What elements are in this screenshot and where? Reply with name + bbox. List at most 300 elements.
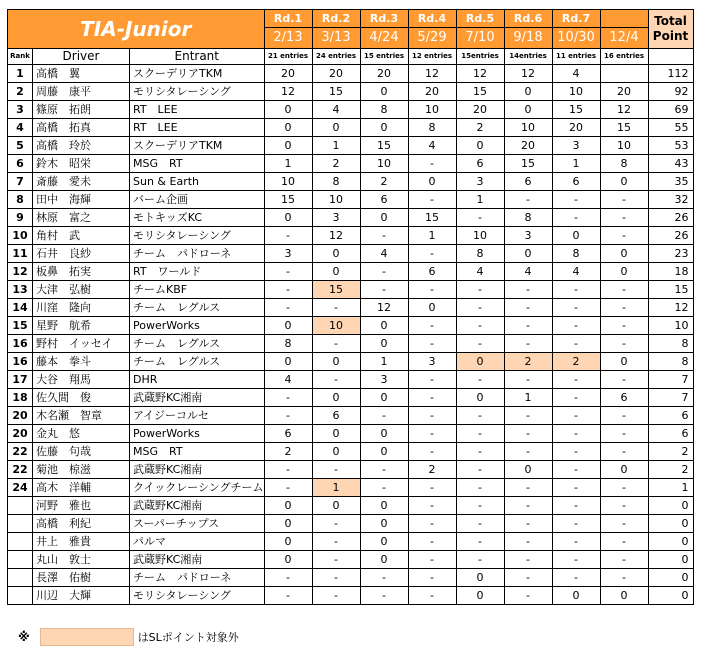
- points-cell: 0: [504, 461, 552, 479]
- points-cell: 8: [360, 101, 408, 119]
- total-cell: 8: [648, 353, 693, 371]
- points-cell: 0: [600, 245, 648, 263]
- points-cell: -: [552, 425, 600, 443]
- points-cell: 15: [312, 83, 360, 101]
- table-row: [8, 335, 694, 353]
- points-cell: -: [600, 533, 648, 551]
- points-cell: -: [312, 551, 360, 569]
- points-cell: 3: [408, 353, 456, 371]
- table-row: [8, 461, 694, 479]
- rank-cell: 12: [8, 263, 33, 281]
- note-text: はSLポイント対象外: [137, 631, 239, 644]
- points-cell: 15: [264, 191, 312, 209]
- rank-cell: 6: [8, 155, 33, 173]
- points-cell: -: [600, 497, 648, 515]
- points-cell: -: [552, 533, 600, 551]
- total-cell: 10: [648, 317, 693, 335]
- rank-cell: 7: [8, 173, 33, 191]
- points-cell: -: [312, 533, 360, 551]
- points-cell: 0: [360, 209, 408, 227]
- points-cell: -: [312, 569, 360, 587]
- points-cell: -: [456, 371, 504, 389]
- entries-count: 21 entries: [264, 49, 312, 65]
- rank-cell: 18: [8, 389, 33, 407]
- points-cell: 10: [600, 137, 648, 155]
- points-cell: 0: [504, 245, 552, 263]
- points-cell: 10: [504, 119, 552, 137]
- points-cell: 1: [408, 227, 456, 245]
- points-cell: -: [408, 191, 456, 209]
- round-label-empty: [600, 10, 648, 28]
- points-cell: 0: [264, 551, 312, 569]
- table-row: [8, 425, 694, 443]
- total-cell: 2: [648, 461, 693, 479]
- driver-cell: 川窪 隆向: [33, 299, 130, 317]
- rank-cell: 3: [8, 101, 33, 119]
- driver-cell: 鈴木 昭栄: [33, 155, 130, 173]
- table-row: [8, 479, 694, 497]
- table-row: [8, 65, 694, 83]
- total-cell: 55: [648, 119, 693, 137]
- points-cell: -: [408, 371, 456, 389]
- entrant-header: Entrant: [130, 49, 265, 65]
- entrant-cell: モトキッズKC: [130, 209, 265, 227]
- points-cell: 15: [360, 137, 408, 155]
- points-cell: 0: [360, 83, 408, 101]
- points-cell: 0: [360, 425, 408, 443]
- points-cell: -: [264, 281, 312, 299]
- point-label: Point: [652, 29, 689, 43]
- points-cell: 0: [504, 101, 552, 119]
- driver-header: Driver: [33, 49, 130, 65]
- points-cell: 4: [312, 101, 360, 119]
- points-cell: -: [504, 533, 552, 551]
- points-cell: 0: [264, 497, 312, 515]
- driver-cell: 藤本 拳斗: [33, 353, 130, 371]
- points-cell: 12: [360, 299, 408, 317]
- points-cell: [600, 65, 648, 83]
- rank-cell: 17: [8, 371, 33, 389]
- points-cell: -: [600, 281, 648, 299]
- rank-cell: 5: [8, 137, 33, 155]
- rank-cell: 1: [8, 65, 33, 83]
- driver-cell: 石井 良紗: [33, 245, 130, 263]
- points-cell: -: [408, 317, 456, 335]
- points-cell: -: [456, 317, 504, 335]
- points-cell: -: [264, 227, 312, 245]
- points-cell: 0: [552, 227, 600, 245]
- entrant-cell: スーパーチップス: [130, 515, 265, 533]
- points-cell: 6: [600, 389, 648, 407]
- total-cell: 7: [648, 389, 693, 407]
- points-cell: 12: [600, 101, 648, 119]
- points-cell: 0: [456, 389, 504, 407]
- points-cell: -: [552, 515, 600, 533]
- points-cell: 10: [264, 173, 312, 191]
- points-cell: 3: [264, 245, 312, 263]
- points-cell: -: [408, 587, 456, 605]
- rank-cell: 16: [8, 335, 33, 353]
- points-cell: 2: [360, 173, 408, 191]
- points-cell: 0: [600, 587, 648, 605]
- points-cell: 0: [456, 569, 504, 587]
- points-cell: 0: [264, 317, 312, 335]
- points-cell: -: [264, 569, 312, 587]
- points-cell: 0: [360, 533, 408, 551]
- driver-cell: 高橋 利紀: [33, 515, 130, 533]
- points-cell: -: [408, 533, 456, 551]
- points-cell: -: [504, 479, 552, 497]
- points-cell: 8: [408, 119, 456, 137]
- rank-cell: 24: [8, 479, 33, 497]
- round-label: Rd.1: [264, 10, 312, 28]
- driver-cell: 川辺 大輝: [33, 587, 130, 605]
- points-cell: -: [600, 299, 648, 317]
- points-cell: -: [408, 335, 456, 353]
- table-row: [8, 515, 694, 533]
- points-cell: -: [360, 461, 408, 479]
- driver-cell: 長澤 佑樹: [33, 569, 130, 587]
- points-cell: 20: [600, 83, 648, 101]
- points-cell: 0: [312, 425, 360, 443]
- total-cell: 0: [648, 587, 693, 605]
- table-row: [8, 227, 694, 245]
- points-cell: 2: [408, 461, 456, 479]
- points-cell: 0: [456, 587, 504, 605]
- points-cell: 4: [504, 263, 552, 281]
- total-cell: 12: [648, 299, 693, 317]
- total-cell: 32: [648, 191, 693, 209]
- points-cell: 0: [312, 443, 360, 461]
- total-cell: 0: [648, 551, 693, 569]
- points-cell: 2: [504, 353, 552, 371]
- points-cell: -: [456, 335, 504, 353]
- table-row: [8, 389, 694, 407]
- points-cell: 0: [360, 551, 408, 569]
- table-row: [8, 569, 694, 587]
- rank-cell: 20: [8, 425, 33, 443]
- entrant-cell: アイジーコルセ: [130, 407, 265, 425]
- driver-cell: 高橋 拓真: [33, 119, 130, 137]
- table-row: [8, 155, 694, 173]
- points-cell: 2: [312, 155, 360, 173]
- entries-count: 15 entries: [360, 49, 408, 65]
- total-cell: 53: [648, 137, 693, 155]
- table-row: [8, 137, 694, 155]
- points-cell: 20: [504, 137, 552, 155]
- points-cell: -: [504, 587, 552, 605]
- driver-cell: 高橋 翼: [33, 65, 130, 83]
- points-cell: 20: [408, 83, 456, 101]
- total-cell: 112: [648, 65, 693, 83]
- total-cell: 7: [648, 371, 693, 389]
- driver-cell: 井上 雅貴: [33, 533, 130, 551]
- note-mark: ※: [18, 630, 30, 644]
- entries-count: 15entries: [456, 49, 504, 65]
- table-row: [8, 353, 694, 371]
- round-label: Rd.7: [552, 10, 600, 28]
- total-cell: 26: [648, 227, 693, 245]
- rank-cell: 13: [8, 281, 33, 299]
- points-cell: 0: [600, 353, 648, 371]
- points-cell: 8: [456, 245, 504, 263]
- round-label: Rd.4: [408, 10, 456, 28]
- entries-count: 11 entries: [552, 49, 600, 65]
- entrant-cell: 武蔵野KC湘南: [130, 461, 265, 479]
- rank-cell: [8, 551, 33, 569]
- points-cell: -: [312, 371, 360, 389]
- points-cell: 12: [504, 65, 552, 83]
- points-cell: 0: [312, 353, 360, 371]
- points-cell: 4: [408, 137, 456, 155]
- points-cell: -: [456, 425, 504, 443]
- points-cell: 15: [552, 101, 600, 119]
- points-cell: -: [600, 371, 648, 389]
- table-row: [8, 83, 694, 101]
- rank-cell: [8, 515, 33, 533]
- table-row: [8, 371, 694, 389]
- points-cell: 0: [264, 137, 312, 155]
- rank-cell: 22: [8, 461, 33, 479]
- rank-cell: 15: [8, 317, 33, 335]
- entrant-cell: モリシタレーシング: [130, 83, 265, 101]
- legend-note: [18, 628, 239, 646]
- points-cell: -: [456, 497, 504, 515]
- points-cell: -: [504, 515, 552, 533]
- total-cell: 6: [648, 425, 693, 443]
- points-cell: 4: [456, 263, 504, 281]
- points-cell: -: [600, 317, 648, 335]
- points-cell: 0: [504, 83, 552, 101]
- points-cell: -: [552, 569, 600, 587]
- header-row-rounds: [8, 10, 694, 28]
- points-cell: 20: [264, 65, 312, 83]
- points-cell: 0: [408, 173, 456, 191]
- entrant-cell: モリシタレーシング: [130, 227, 265, 245]
- points-cell: -: [264, 299, 312, 317]
- round-date: 12/4: [600, 28, 648, 49]
- points-cell: 10: [312, 191, 360, 209]
- entrant-cell: 武蔵野KC湘南: [130, 551, 265, 569]
- points-cell: -: [408, 155, 456, 173]
- points-cell: -: [264, 389, 312, 407]
- points-cell: -: [552, 335, 600, 353]
- round-date: 9/18: [504, 28, 552, 49]
- points-cell: 6: [504, 173, 552, 191]
- points-cell: 0: [408, 299, 456, 317]
- points-cell: 0: [600, 263, 648, 281]
- rank-cell: 14: [8, 299, 33, 317]
- rank-header: Rank: [8, 49, 33, 65]
- points-cell: -: [504, 281, 552, 299]
- table-row: [8, 299, 694, 317]
- driver-cell: 佐藤 句哉: [33, 443, 130, 461]
- points-cell: 0: [360, 443, 408, 461]
- entrant-cell: PowerWorks: [130, 317, 265, 335]
- points-cell: -: [408, 443, 456, 461]
- points-cell: -: [600, 425, 648, 443]
- points-cell: 0: [264, 533, 312, 551]
- total-cell: 0: [648, 497, 693, 515]
- points-cell: 1: [312, 137, 360, 155]
- points-cell: 8: [552, 245, 600, 263]
- points-cell: 8: [600, 155, 648, 173]
- points-cell: 2: [552, 353, 600, 371]
- points-cell: 20: [552, 119, 600, 137]
- points-cell: 3: [456, 173, 504, 191]
- rank-cell: 9: [8, 209, 33, 227]
- entrant-cell: バーム企画: [130, 191, 265, 209]
- points-cell: -: [360, 227, 408, 245]
- highlight-swatch: [40, 628, 134, 646]
- table-row: [8, 407, 694, 425]
- total-cell: 1: [648, 479, 693, 497]
- points-cell: 20: [360, 65, 408, 83]
- points-cell: -: [264, 263, 312, 281]
- points-cell: 0: [360, 497, 408, 515]
- round-date: 10/30: [552, 28, 600, 49]
- round-label: Rd.3: [360, 10, 408, 28]
- points-cell: 0: [600, 173, 648, 191]
- table-row: [8, 101, 694, 119]
- points-cell: -: [456, 209, 504, 227]
- points-cell: 0: [312, 389, 360, 407]
- points-cell: -: [408, 515, 456, 533]
- series-title: TIA-Junior: [8, 10, 265, 49]
- total-point-header: [648, 10, 693, 49]
- driver-cell: 大谷 翔馬: [33, 371, 130, 389]
- points-cell: 0: [312, 245, 360, 263]
- points-cell: -: [504, 443, 552, 461]
- rank-cell: [8, 497, 33, 515]
- points-cell: 0: [360, 389, 408, 407]
- driver-cell: 河野 雅也: [33, 497, 130, 515]
- rank-cell: 4: [8, 119, 33, 137]
- total-cell: 69: [648, 101, 693, 119]
- points-cell: -: [360, 587, 408, 605]
- points-cell: -: [552, 371, 600, 389]
- points-cell: 0: [600, 461, 648, 479]
- points-cell: -: [264, 587, 312, 605]
- points-cell: -: [552, 497, 600, 515]
- points-cell: -: [600, 443, 648, 461]
- entrant-cell: クイックレーシングチーム: [130, 479, 265, 497]
- points-cell: 6: [264, 425, 312, 443]
- points-cell: 1: [360, 353, 408, 371]
- points-cell: -: [456, 281, 504, 299]
- entrant-cell: RT LEE: [130, 119, 265, 137]
- points-cell: 6: [552, 173, 600, 191]
- table-row: [8, 119, 694, 137]
- points-cell: 10: [552, 83, 600, 101]
- entrant-cell: PowerWorks: [130, 425, 265, 443]
- points-cell: -: [456, 407, 504, 425]
- total-cell: 43: [648, 155, 693, 173]
- driver-cell: 菊池 椋滋: [33, 461, 130, 479]
- table-row: [8, 245, 694, 263]
- points-cell: -: [456, 533, 504, 551]
- entrant-cell: チームKBF: [130, 281, 265, 299]
- points-cell: 10: [456, 227, 504, 245]
- points-cell: 1: [264, 155, 312, 173]
- entrant-cell: パルマ: [130, 533, 265, 551]
- driver-cell: 篠原 拓朗: [33, 101, 130, 119]
- points-cell: -: [504, 317, 552, 335]
- points-cell: 4: [264, 371, 312, 389]
- entrant-cell: チーム レグルス: [130, 335, 265, 353]
- points-cell: 0: [312, 263, 360, 281]
- standings-body: [8, 65, 694, 605]
- points-cell: 0: [312, 497, 360, 515]
- driver-cell: 野村 イッセイ: [33, 335, 130, 353]
- points-cell: -: [312, 299, 360, 317]
- table-row: [8, 209, 694, 227]
- table-row: [8, 191, 694, 209]
- points-cell: -: [504, 299, 552, 317]
- points-cell: -: [312, 461, 360, 479]
- total-cell: 15: [648, 281, 693, 299]
- points-cell: 2: [264, 443, 312, 461]
- points-cell: -: [552, 191, 600, 209]
- entries-count: 12 entries: [408, 49, 456, 65]
- points-cell: -: [552, 281, 600, 299]
- points-cell: -: [408, 497, 456, 515]
- points-cell: -: [408, 245, 456, 263]
- total-label: Total: [654, 14, 687, 28]
- points-cell: -: [600, 569, 648, 587]
- points-cell: 0: [264, 101, 312, 119]
- rank-cell: 10: [8, 227, 33, 245]
- total-cell: 0: [648, 533, 693, 551]
- points-cell: 12: [408, 65, 456, 83]
- total-subheader: [648, 49, 693, 65]
- points-cell: -: [504, 551, 552, 569]
- table-row: [8, 173, 694, 191]
- points-cell: -: [456, 299, 504, 317]
- points-cell: 0: [552, 587, 600, 605]
- points-cell: -: [312, 335, 360, 353]
- points-cell: -: [504, 335, 552, 353]
- points-cell: -: [504, 407, 552, 425]
- points-cell: -: [600, 479, 648, 497]
- points-cell: -: [456, 443, 504, 461]
- round-date: 7/10: [456, 28, 504, 49]
- driver-cell: 斎藤 愛未: [33, 173, 130, 191]
- points-cell: -: [552, 461, 600, 479]
- points-cell: 3: [504, 227, 552, 245]
- driver-cell: 金丸 悠: [33, 425, 130, 443]
- driver-cell: 星野 航希: [33, 317, 130, 335]
- standings-table: [7, 9, 694, 605]
- points-cell: 12: [264, 83, 312, 101]
- standings-table-wrapper: [7, 9, 694, 605]
- entrant-cell: 武蔵野KC湘南: [130, 389, 265, 407]
- points-cell: -: [504, 425, 552, 443]
- points-cell: -: [408, 479, 456, 497]
- points-cell: -: [600, 407, 648, 425]
- points-cell: 8: [264, 335, 312, 353]
- points-cell: 0: [264, 515, 312, 533]
- points-cell: -: [552, 299, 600, 317]
- points-cell: 3: [360, 371, 408, 389]
- entrant-cell: チーム レグルス: [130, 353, 265, 371]
- points-cell: -: [360, 263, 408, 281]
- entrant-cell: RT ワールド: [130, 263, 265, 281]
- points-cell: 0: [264, 353, 312, 371]
- points-cell: 1: [552, 155, 600, 173]
- points-cell: 8: [312, 173, 360, 191]
- points-cell: 12: [456, 65, 504, 83]
